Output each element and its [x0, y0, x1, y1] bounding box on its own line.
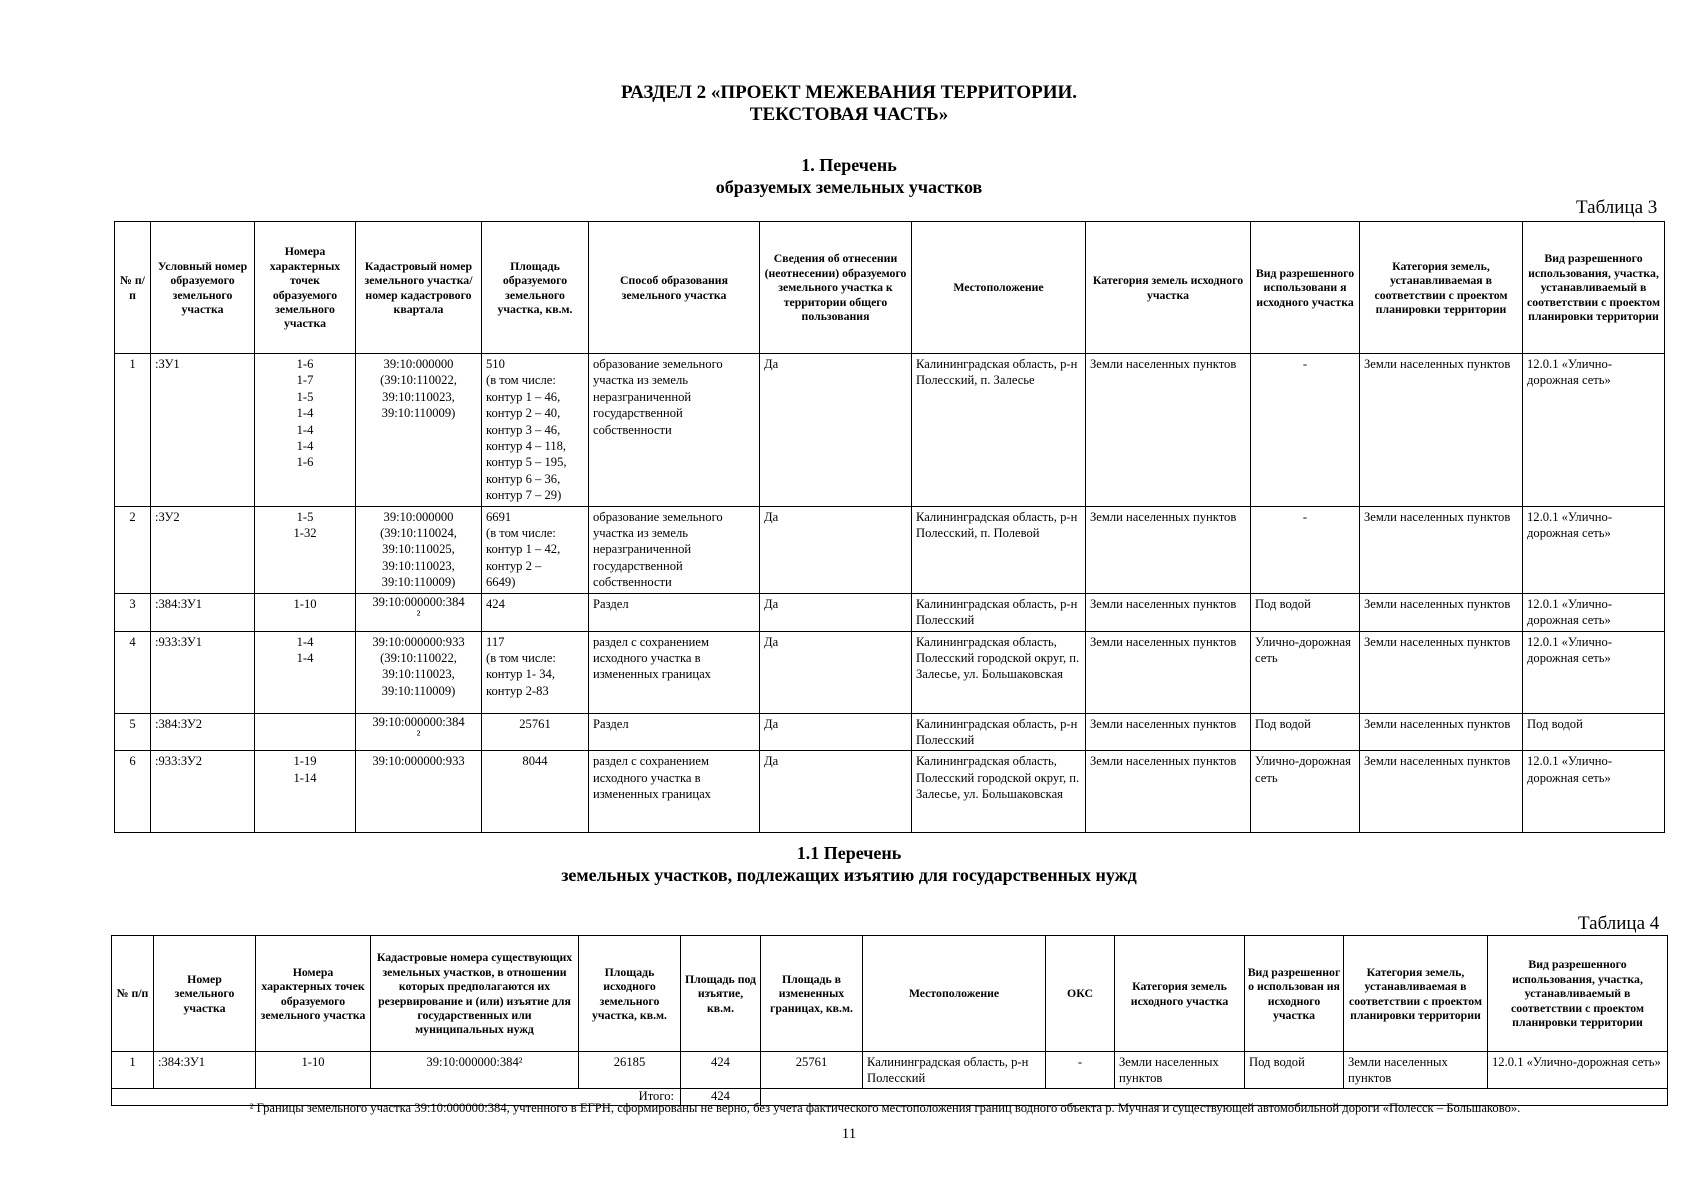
- cell-cadastral: 39:10:000000:384 ²: [356, 713, 482, 751]
- cell-oks: -: [1046, 1052, 1115, 1089]
- table-3-header-row: [115, 222, 1665, 354]
- cell-category: Земли населенных пунктов: [1086, 631, 1251, 713]
- cell-category: Земли населенных пунктов: [1086, 593, 1251, 631]
- table-4-header-row: [112, 936, 1668, 1052]
- cell-location: Калининградская область, р-н Полесский: [912, 713, 1086, 751]
- cell-area: 510 (в том числе: контур 1 – 46, контур 2 – 40, контур 3 – 46, контур 4 – 118, контур 5 – 195, контур 6 – 36, контур 7 – 29): [482, 354, 589, 507]
- cell-use: Улично-дорожная сеть: [1251, 751, 1360, 833]
- cell-num: 3: [115, 593, 151, 631]
- cell-points: [255, 713, 356, 751]
- cell-use: -: [1251, 354, 1360, 507]
- cell-location: Калининградская область, Полесский городской округ, п. Залесье, ул. Большаковская: [912, 631, 1086, 713]
- col-header: Вид разрешенного использования, участка, устанавливаемый в соответствии с проектом планировки территории: [1523, 222, 1665, 354]
- cell-points: 1-10: [256, 1052, 371, 1089]
- cell-area: 6691 (в том числе: контур 1 – 42, контур 2 – 6649): [482, 506, 589, 593]
- title-line-1: РАЗДЕЛ 2 «ПРОЕКТ МЕЖЕВАНИЯ ТЕРРИТОРИИ.: [620, 82, 1078, 103]
- total-value: 424: [681, 1089, 761, 1106]
- cell-use: Улично-дорожная сеть: [1251, 631, 1360, 713]
- cell-category-plan: Земли населенных пунктов: [1344, 1052, 1488, 1089]
- cell-cadastral: 39:10:000000:384 ²: [356, 593, 482, 631]
- col-header: Категория земель, устанавливаемая в соответствии с проектом планировки территории: [1360, 222, 1523, 354]
- cell-num: 5: [115, 713, 151, 751]
- cell-id: :384:ЗУ1: [151, 593, 255, 631]
- cell-cadastral: 39:10:000000:933: [356, 751, 482, 833]
- cell-location: Калининградская область, р-н Полесский: [912, 593, 1086, 631]
- cell-public: Да: [760, 751, 912, 833]
- cell-public: Да: [760, 593, 912, 631]
- table-row: [115, 593, 1665, 631]
- cell-id: :ЗУ1: [151, 354, 255, 507]
- cell-points: 1-19 1-14: [255, 751, 356, 833]
- cell-method: образование земельного участка из земель неразграниченной государственной собственности: [589, 354, 760, 507]
- cell-cadastral: 39:10:000000:384²: [371, 1052, 579, 1089]
- document-title: [0, 82, 1698, 126]
- col-header: Вид разрешенного использования, участка, устанавливаемый в соответствии с проектом планировки территории: [1488, 936, 1668, 1052]
- cell-public: Да: [760, 713, 912, 751]
- cell-id: :933:ЗУ2: [151, 751, 255, 833]
- cell-area: 117 (в том числе: контур 1- 34, контур 2-83: [482, 631, 589, 713]
- cell-public: Да: [760, 506, 912, 593]
- cell-category: Земли населенных пунктов: [1086, 713, 1251, 751]
- col-header: Способ образования земельного участка: [589, 222, 760, 354]
- table-row: [115, 751, 1665, 833]
- cell-method: раздел с сохранением исходного участка в измененных границах: [589, 751, 760, 833]
- table-row: [115, 713, 1665, 751]
- table-3-label: Таблица 3: [1576, 197, 1658, 218]
- col-header: Площадь образуемого земельного участка, кв.м.: [482, 222, 589, 354]
- col-header: Номер земельного участка: [154, 936, 256, 1052]
- cell-use: Под водой: [1251, 713, 1360, 751]
- cell-use-plan: 12.0.1 «Улично-дорожная сеть»: [1523, 751, 1665, 833]
- col-header: Кадастровые номера существующих земельных участков, в отношении которых предполагаются их резервирование и (или) изъятие для государственных или муниципальных нужд: [371, 936, 579, 1052]
- cell-cadastral: 39:10:000000 (39:10:110024, 39:10:110025, 39:10:110023, 39:10:110009): [356, 506, 482, 593]
- cell-category-plan: Земли населенных пунктов: [1360, 593, 1523, 631]
- cell-area: 8044: [482, 751, 589, 833]
- cell-method: Раздел: [589, 593, 760, 631]
- cell-use: Под водой: [1245, 1052, 1344, 1089]
- cell-category: Земли населенных пунктов: [1086, 751, 1251, 833]
- col-header: Условный номер образуемого земельного участка: [151, 222, 255, 354]
- col-header: Площадь в измененных границах, кв.м.: [761, 936, 863, 1052]
- cell-location: Калининградская область, р-н Полесский: [863, 1052, 1046, 1089]
- cell-num: 1: [112, 1052, 154, 1089]
- cell-use-plan: 12.0.1 «Улично-дорожная сеть»: [1488, 1052, 1668, 1089]
- cell-id: :384:ЗУ2: [151, 713, 255, 751]
- cell-method: раздел с сохранением исходного участка в измененных границах: [589, 631, 760, 713]
- table-row: [115, 631, 1665, 713]
- total-label: Итого:: [112, 1089, 681, 1106]
- cell-category-plan: Земли населенных пунктов: [1360, 713, 1523, 751]
- cell-category: Земли населенных пунктов: [1115, 1052, 1245, 1089]
- cell-use-plan: 12.0.1 «Улично-дорожная сеть»: [1523, 631, 1665, 713]
- table-4: [111, 935, 1668, 1106]
- col-header: Сведения об отнесении (неотнесении) образуемого земельного участка к территории общего пользования: [760, 222, 912, 354]
- cell-area-source: 26185: [579, 1052, 681, 1089]
- footnote: ² Границы земельного участка 39:10:000000:384, учтенного в ЕГРН, сформированы не верно, без учета фактического местоположения границ водного объекта р. Мучная и существующей автомобильной дороги «Полесск – Большаково».: [249, 1101, 1521, 1115]
- col-header: Категория земель, устанавливаемая в соответствии с проектом планировки территории: [1344, 936, 1488, 1052]
- cell-num: 6: [115, 751, 151, 833]
- cell-method: образование земельного участка из земель неразграниченной государственной собственности: [589, 506, 760, 593]
- cell-use-plan: 12.0.1 «Улично-дорожная сеть»: [1523, 506, 1665, 593]
- col-header: Категория земель исходного участка: [1086, 222, 1251, 354]
- page-number: 11: [841, 1126, 857, 1142]
- col-header: Категория земель исходного участка: [1115, 936, 1245, 1052]
- section-1-heading-line-2: образуемых земельных участков: [715, 177, 983, 197]
- col-header: Площадь под изъятие, кв.м.: [681, 936, 761, 1052]
- cell-category-plan: Земли населенных пунктов: [1360, 354, 1523, 507]
- cell-category-plan: Земли населенных пунктов: [1360, 631, 1523, 713]
- cell-public: Да: [760, 631, 912, 713]
- table-row: [112, 1052, 1668, 1089]
- col-header: Вид разрешенного использовани я исходного участка: [1251, 222, 1360, 354]
- cell-category: Земли населенных пунктов: [1086, 506, 1251, 593]
- table-row: [115, 506, 1665, 593]
- col-header: Местоположение: [912, 222, 1086, 354]
- col-header: № п/п: [115, 222, 151, 354]
- col-header: Кадастровый номер земельного участка/номер кадастрового квартала: [356, 222, 482, 354]
- col-header: Номера характерных точек образуемого земельного участка: [255, 222, 356, 354]
- cell-area-take: 424: [681, 1052, 761, 1089]
- cell-points: 1-4 1-4: [255, 631, 356, 713]
- cell-num: 4: [115, 631, 151, 713]
- cell-area: 424: [482, 593, 589, 631]
- table-4-label: Таблица 4: [1578, 913, 1660, 934]
- cell-area-new: 25761: [761, 1052, 863, 1089]
- cell-area: 25761: [482, 713, 589, 751]
- col-header: Номера характерных точек образуемого земельного участка: [256, 936, 371, 1052]
- cell-location: Калининградская область, р-н Полесский, п. Залесье: [912, 354, 1086, 507]
- table-3: [114, 221, 1665, 833]
- cell-use-plan: 12.0.1 «Улично-дорожная сеть»: [1523, 354, 1665, 507]
- cell-id: :933:ЗУ1: [151, 631, 255, 713]
- col-header: Площадь исходного земельного участка, кв.м.: [579, 936, 681, 1052]
- cell-category-plan: Земли населенных пунктов: [1360, 506, 1523, 593]
- cell-use-plan: 12.0.1 «Улично-дорожная сеть»: [1523, 593, 1665, 631]
- cell-location: Калининградская область, Полесский городской округ, п. Залесье, ул. Большаковская: [912, 751, 1086, 833]
- cell-category: Земли населенных пунктов: [1086, 354, 1251, 507]
- section-1-heading: [0, 154, 1698, 198]
- cell-use-plan: Под водой: [1523, 713, 1665, 751]
- section-1-heading-line-1: 1. Перечень: [801, 155, 897, 175]
- cell-num: 1: [115, 354, 151, 507]
- col-header: № п/п: [112, 936, 154, 1052]
- cell-id: :ЗУ2: [151, 506, 255, 593]
- cell-cadastral: 39:10:000000:933 (39:10:110022, 39:10:110023, 39:10:110009): [356, 631, 482, 713]
- cell-method: Раздел: [589, 713, 760, 751]
- cell-points: 1-5 1-32: [255, 506, 356, 593]
- cell-points: 1-10: [255, 593, 356, 631]
- cell-use: -: [1251, 506, 1360, 593]
- cell-num: 2: [115, 506, 151, 593]
- section-2-heading: [0, 842, 1698, 886]
- cell-points: 1-6 1-7 1-5 1-4 1-4 1-4 1-6: [255, 354, 356, 507]
- cell-use: Под водой: [1251, 593, 1360, 631]
- cell-public: Да: [760, 354, 912, 507]
- cell-cadastral: 39:10:000000 (39:10:110022, 39:10:110023, 39:10:110009): [356, 354, 482, 507]
- table-row: [115, 354, 1665, 507]
- col-header: ОКС: [1046, 936, 1115, 1052]
- cell-location: Калининградская область, р-н Полесский, п. Полевой: [912, 506, 1086, 593]
- cell-category-plan: Земли населенных пунктов: [1360, 751, 1523, 833]
- section-2-heading-line-1: 1.1 Перечень: [796, 843, 902, 863]
- col-header: Местоположение: [863, 936, 1046, 1052]
- cell-id: :384:ЗУ1: [154, 1052, 256, 1089]
- section-2-heading-line-2: земельных участков, подлежащих изъятию для государственных нужд: [561, 865, 1137, 885]
- col-header: Вид разрешенног о использован ия исходного участка: [1245, 936, 1344, 1052]
- title-line-2: ТЕКСТОВАЯ ЧАСТЬ»: [749, 104, 949, 125]
